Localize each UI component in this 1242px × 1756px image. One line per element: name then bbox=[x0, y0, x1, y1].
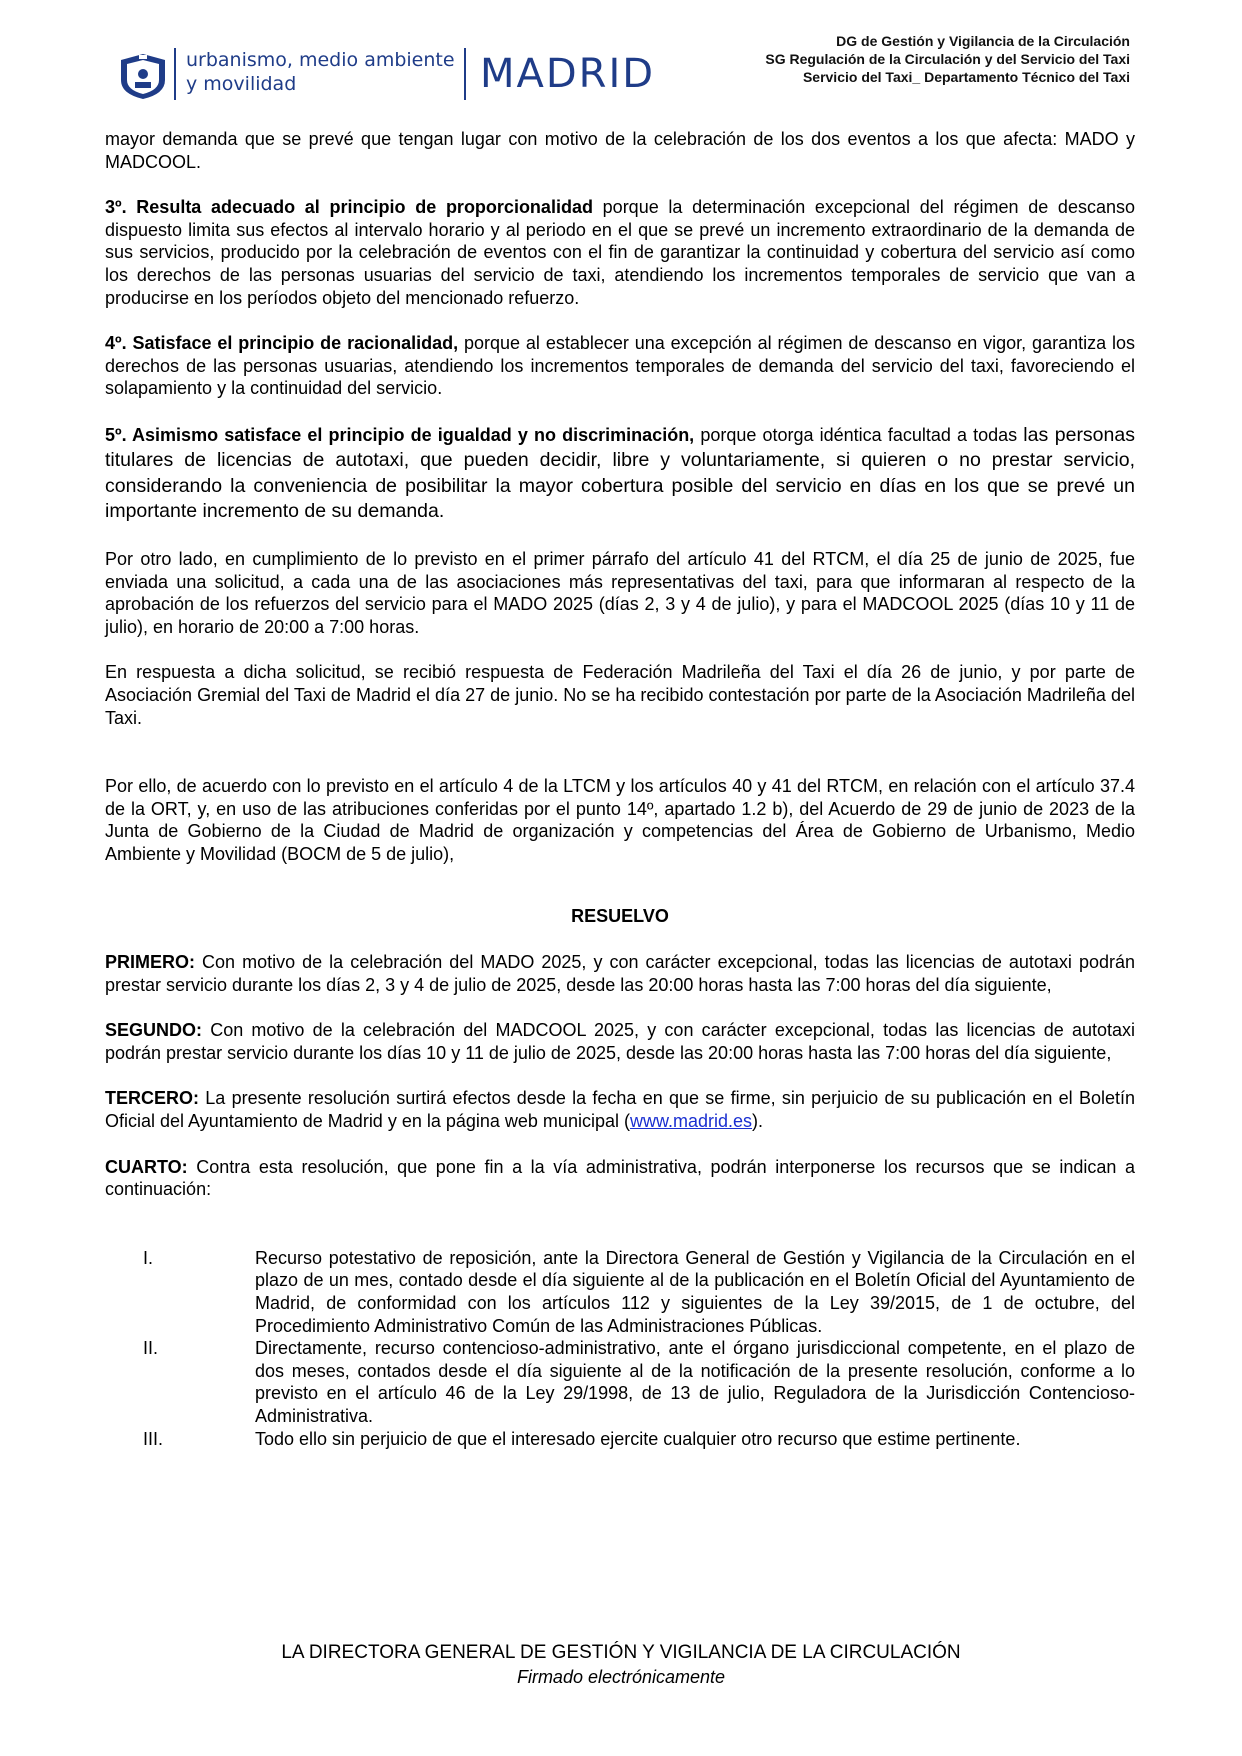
cuarto-text: Contra esta resolución, que pone fin a la vía administrativa, podrán interponerse los recursos que se indican a continuación: bbox=[105, 1156, 1135, 1200]
tercero-end: ). bbox=[752, 1111, 764, 1132]
brand-madrid: MADRID bbox=[480, 51, 656, 97]
paragraph-3-text: porque la determinación excepcional del régimen de descanso dispuesto limita sus efectos al intervalo horario y al periodo en el que se prevé un incremento extraordinario de la demanda de sus servicios, producido por la celebración de eventos con el fin de garantizar la continuidad y cobertura del servicio así como los derechos de las personas usuarias del servicio de taxi, atendiendo los incrementos temporales de servicio que van a producirse en los períodos objeto del mencionado refuerzo. bbox=[105, 197, 1135, 308]
dept-line-1: DG de Gestión y Vigilancia de la Circulación bbox=[836, 33, 1130, 49]
cuarto-heading: CUARTO: bbox=[105, 1156, 188, 1177]
primero-text: Con motivo de la celebración del MADO 2025, y con carácter excepcional, todas las licencias de autotaxi podrán prestar servicio durante los días 2, 3 y 4 de julio de 2025, desde las 20:00 horas hasta las 7:00 horas del día siguiente, bbox=[105, 952, 1135, 995]
dept-line-3: Servicio del Taxi_ Departamento Técnico del Taxi bbox=[802, 69, 1130, 85]
paragraph-3 bbox=[105, 196, 1135, 309]
tercero-paragraph bbox=[105, 1087, 1135, 1132]
tercero-heading: TERCERO: bbox=[105, 1088, 199, 1109]
paragraph-4-text: porque al establecer una excepción al régimen de descanso en vigor, garantiza los derechos de las personas usuarias, atendiendo los incrementos temporales de demanda del servicio del taxi, favoreciendo el solapamiento y la continuidad del servicio. bbox=[105, 333, 1135, 399]
primero-heading: PRIMERO: bbox=[105, 952, 195, 973]
paragraph-3-heading: 3º. Resulta adecuado al principio de proporcionalidad bbox=[105, 197, 593, 218]
paragraph-5-heading: 5º. Asimismo satisface el principio de igualdad y no discriminación, bbox=[105, 424, 695, 445]
cuarto-paragraph bbox=[105, 1156, 1135, 1201]
paragraph-5 bbox=[105, 423, 1135, 525]
document-body bbox=[105, 128, 1135, 1450]
resuelvo-heading: RESUELVO bbox=[571, 906, 669, 927]
department-header bbox=[765, 32, 1130, 86]
madrid-coat-of-arms-icon bbox=[117, 52, 169, 100]
list-item bbox=[143, 1428, 1135, 1451]
intro-paragraph: mayor demanda que se prevé que tengan lugar con motivo de la celebración de los dos eventos a los que afecta: MADO y MADCOOL. bbox=[105, 129, 1135, 172]
segundo-paragraph bbox=[105, 1019, 1135, 1064]
paragraph-5-text-large: las personas titulares de licencias de autotaxi, que pueden decidir, libre y voluntariamente, si quieren o no prestar servicio, considerando la conveniencia de posibilitar la mayor cobertura posible del servicio en días en los que se prevé un importante incremento de su demanda. bbox=[105, 423, 1135, 523]
brand-line-1: urbanismo, medio ambiente bbox=[186, 49, 455, 71]
primero-paragraph bbox=[105, 951, 1135, 996]
paragraph-6: Por otro lado, en cumplimiento de lo previsto en el primer párrafo del artículo 41 del RTCM, el día 25 de junio de 2025, fue enviada una solicitud, a cada una de las asociaciones más representativas del taxi, para que informaran al respecto de la aprobación de los refuerzos del servicio para el MADO 2025 (días 2, 3 y 4 de julio), y para el MADCOOL 2025 (días 10 y 11 de julio), en horario de 20:00 a 7:00 horas. bbox=[105, 548, 1135, 637]
list-item-text: Recurso potestativo de reposición, ante la Directora General de Gestión y Vigilancia de la Circulación en el plazo de un mes, contado desde el día siguiente al de la publicación en el Boletín Oficial del Ayuntamiento de Madrid, de conformidad con los artículos 112 y siguientes de la Ley 39/2015, de 1 de octubre, del Procedimiento Administrativo Común de las Administraciones Públicas. bbox=[255, 1247, 1135, 1336]
paragraph-4 bbox=[105, 332, 1135, 400]
signature-title: LA DIRECTORA GENERAL DE GESTIÓN Y VIGILANCIA DE LA CIRCULACIÓN bbox=[281, 1642, 961, 1663]
segundo-heading: SEGUNDO: bbox=[105, 1020, 203, 1041]
segundo-text: Con motivo de la celebración del MADCOOL 2025, y con carácter excepcional, todas las licencias de autotaxi podrán prestar servicio durante los días 10 y 11 de julio de 2025, desde las 20:00 horas hasta las 7:00 horas del día siguiente, bbox=[105, 1020, 1135, 1063]
brand-separator bbox=[464, 48, 466, 100]
list-item-number: III. bbox=[143, 1428, 164, 1449]
list-item bbox=[143, 1337, 1135, 1427]
paragraph-8: Por ello, de acuerdo con lo previsto en el artículo 4 de la LTCM y los artículos 40 y 41 del RTCM, en relación con el artículo 37.4 de la ORT, y, en uso de las atribuciones conferidas por el punto 14º, apartado 1.2 b), del Acuerdo de 29 de junio de 2023 de la Junta de Gobierno de la Ciudad de Madrid de organización y competencias del Área de Gobierno de Urbanismo, Medio Ambiente y Movilidad (BOCM de 5 de julio), bbox=[105, 776, 1135, 864]
list-item bbox=[143, 1247, 1135, 1337]
paragraph-4-heading: 4º. Satisface el principio de racionalidad, bbox=[105, 333, 459, 354]
list-item-number: I. bbox=[143, 1247, 154, 1268]
signature-note: Firmado electrónicamente bbox=[516, 1667, 726, 1687]
recursos-list bbox=[105, 1247, 1135, 1450]
madrid-website-link[interactable]: www.madrid.es bbox=[629, 1111, 753, 1132]
brand-subtitle bbox=[174, 48, 455, 100]
list-item-number: II. bbox=[143, 1338, 159, 1359]
tercero-text: La presente resolución surtirá efectos desde la fecha en que se firme, sin perjuicio de su publicación en el Boletín Oficial del Ayuntamiento de Madrid y en la página web municipal ( bbox=[105, 1088, 1135, 1132]
signature-block bbox=[0, 1641, 1242, 1690]
list-item-text: Directamente, recurso contencioso-administrativo, ante el órgano jurisdiccional competente, en el plazo de dos meses, contados desde el día siguiente al de la notificación de la presente resolución, conforme a lo previsto en el artículo 46 de la Ley 29/1998, de 13 de julio, Reguladora de la Jurisdicción Contencioso-Administrativa. bbox=[255, 1338, 1135, 1426]
list-item-text: Todo ello sin perjuicio de que el interesado ejercite cualquier otro recurso que estime pertinente. bbox=[255, 1428, 1021, 1449]
dept-line-2: SG Regulación de la Circulación y del Servicio del Taxi bbox=[765, 51, 1130, 67]
paragraph-5-text: porque otorga idéntica facultad a todas bbox=[694, 424, 1024, 445]
brand-line-2: y movilidad bbox=[186, 73, 297, 95]
paragraph-7: En respuesta a dicha solicitud, se recibió respuesta de Federación Madrileña del Taxi el día 26 de junio, y por parte de Asociación Gremial del Taxi de Madrid el día 27 de junio. No se ha recibido contestación por parte de la Asociación Madrileña del Taxi. bbox=[105, 662, 1135, 728]
